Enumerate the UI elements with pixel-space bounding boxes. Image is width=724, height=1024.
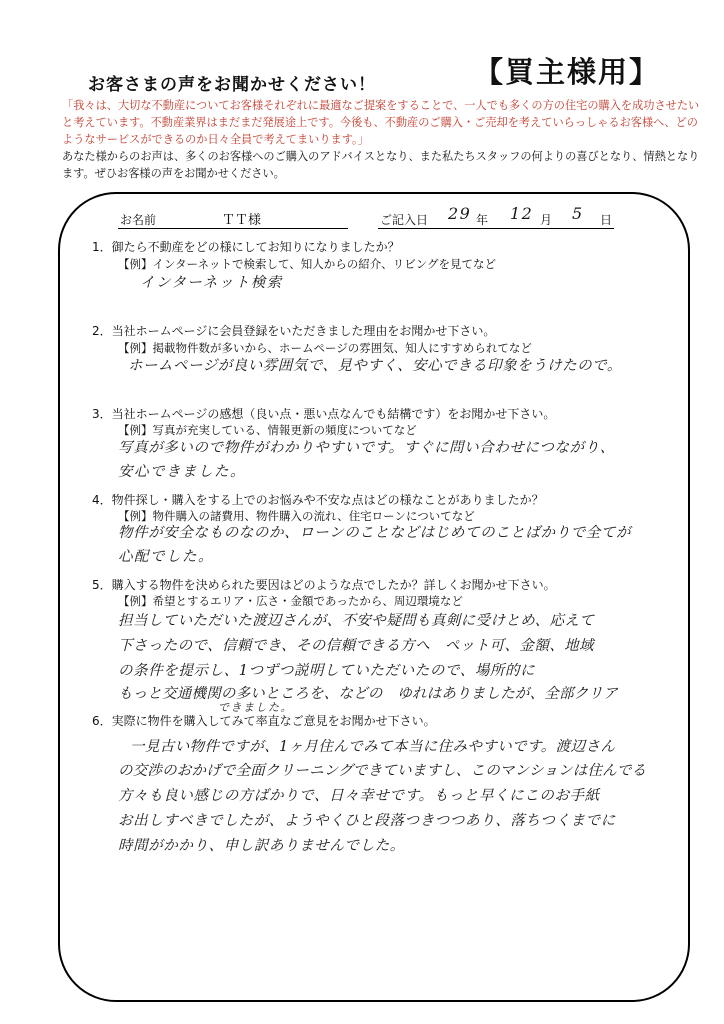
question-6: 6．実際に物件を購入してみて率直なご意見をお聞かせ下さい。 — [92, 714, 436, 728]
answer-3-line-2: 安心できました。 — [118, 464, 246, 480]
answer-6-line-5: 時間がかかり、申し訳ありませんでした。 — [118, 838, 405, 854]
question-4: 4．物件探し・購入をする上でのお悩みや不安な点はどの様なことがありましたか？ — [92, 493, 544, 507]
answer-4-line-2: 心配でした。 — [118, 549, 214, 565]
name-label: お名前 — [120, 213, 157, 227]
answer-5-line-4: もっと交通機関の多いところを、などの ゆれはありましたが、全部クリア — [118, 686, 618, 702]
name-underline — [118, 228, 348, 229]
buyer-badge: 【買主様用】 — [474, 55, 661, 89]
answer-5-line-3: の条件を提示し、1つずつ説明していただいたので、場所的に — [118, 663, 536, 679]
month-value: 12 — [510, 204, 534, 223]
question-1: 1．御たら不動産をどの様にしてお知りになりましたか？ — [92, 240, 400, 254]
example-2: 【例】掲載物件数が多いから、ホームページの雰囲気、知人にすすめられてなど — [118, 341, 532, 355]
answer-6-line-2: の交渉のおかげで全面クリーニングできていますし、このマンションは住んでる — [118, 763, 647, 779]
answer-1-line-1: インターネット検索 — [140, 275, 283, 291]
intro-request: あなた様からのお声は、多くのお客様へのご購入のアドバイスとなり、また私たちスタッフの何よりの喜びとなり、情熱となります。ぜひお客様の声をお聞かせください。 — [62, 150, 700, 180]
date-label: ご記入日 — [380, 213, 429, 227]
example-3: 【例】写真が充実している、情報更新の頻度についてなど — [118, 423, 417, 437]
month-unit: 月 — [540, 213, 553, 227]
year-unit: 年 — [476, 213, 489, 227]
example-4: 【例】物件購入の諸費用、物件購入の流れ、住宅ローンについてなど — [118, 509, 475, 523]
question-2: 2．当社ホームページに会員登録をいただきました理由をお聞かせ下さい。 — [92, 324, 496, 338]
answer-5-line-5: できました。 — [218, 701, 293, 714]
answer-4-line-1: 物件が安全なものなのか、ローンのことなどはじめてのことばかりで全てが — [118, 525, 632, 541]
question-3: 3．当社ホームページの感想（良い点・悪い点なんでも結構です）をお聞かせ下さい。 — [92, 407, 556, 421]
date-underline — [378, 228, 614, 229]
answer-6-line-1: 一見古い物件ですが、1ヶ月住んでみて本当に住みやすいです。渡辺さん — [130, 739, 616, 755]
question-5: 5．購入する物件を決められた要因はどのような点でしたか？詳しくお聞かせ下さい。 — [92, 578, 556, 592]
example-1: 【例】インターネットで検索して、知人からの紹介、リビングを見てなど — [118, 257, 497, 271]
day-value: 5 — [572, 204, 584, 223]
answer-6-line-3: 方々も良い感じの方ばかりで、日々幸せです。もっと早くにこのお手紙 — [118, 788, 600, 804]
year-value: 29 — [448, 204, 472, 223]
example-5: 【例】希望とするエリア・広さ・金額であったから、周辺環境など — [118, 594, 463, 608]
answer-6-line-4: お出しすべきでしたが、ようやくひと段落つきつつあり、落ちつくまでに — [118, 813, 616, 829]
name-value: ＴＴ様 — [222, 213, 262, 228]
intro-message: 「我々は、大切な不動産についてお客様それぞれに最適なご提案をすることで、一人でも多くの方の住宅の購入を成功させたいと考えています。不動産業界はまだまだ発展途上です。今後も、不動産のご購入・ご売却を考えていらっしゃるお客様へ、どのようなサービスができるのか日々全員で考えてまいります。」 — [62, 99, 700, 146]
answer-5-line-1: 担当していただいた渡辺さんが、不安や疑問も真剣に受けとめ、応えて — [118, 613, 595, 629]
day-unit: 日 — [600, 213, 613, 227]
answer-2-line-1: ホームページが良い雰囲気で、見やすく、安心できる印象をうけたので。 — [128, 358, 622, 374]
page-title: お客さまの声をお聞かせください！ — [88, 75, 376, 95]
answer-3-line-1: 写真が多いので物件がわかりやすいです。すぐに問い合わせにつながり、 — [118, 440, 615, 456]
answer-5-line-2: 下さったので、信頼でき、その信頼できる方へ ペット可、金額、地域 — [118, 638, 594, 654]
